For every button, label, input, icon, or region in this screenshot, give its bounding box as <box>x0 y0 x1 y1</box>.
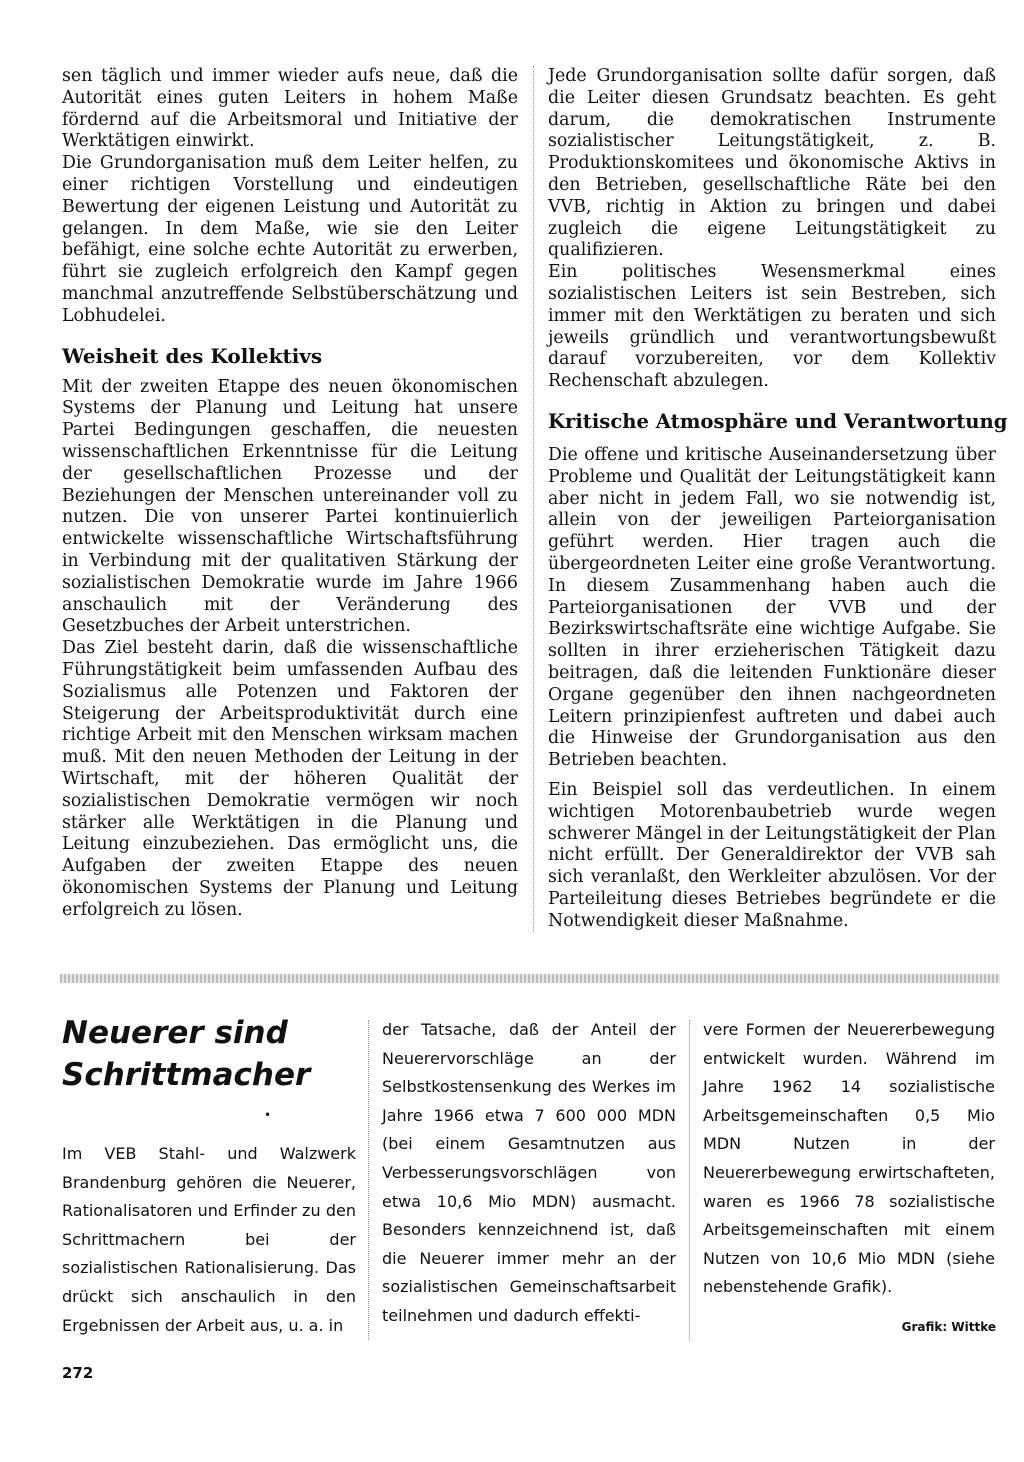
column-divider <box>533 66 534 932</box>
article-left-column <box>62 66 518 921</box>
column-divider <box>689 1020 690 1340</box>
section-heading: Weisheit des Kollektivs <box>62 343 323 368</box>
headline-line: Neuerer sind <box>62 1015 288 1051</box>
article2-column-3 <box>703 1016 995 1302</box>
section-separator-band <box>60 974 1000 983</box>
paragraph: Ein politisches Wesensmerkmal eines sozialistischen Leiters ist sein Bestreben, sich immer mit den Werktätigen zu beraten und sich jeweils gründlich und verantwortungsbewußt darauf vorzubereiten, vor dem Kollektiv Rechenschaft abzulegen. <box>548 262 996 392</box>
paragraph: sen täglich und immer wieder aufs neue, daß die Autorität eines guten Leiters in hohem Maße fördernd auf die Arbeitsmoral und Initiative der Werktätigen einwirkt. <box>62 66 518 152</box>
paragraph: Im VEB Stahl- und Walzwerk Brandenburg gehören die Neuerer, Rationalisatoren und Erfinder zu den Schrittmachern bei der sozialistischen Rationalisierung. Das drückt sich anschaulich in den Ergebnissen der Arbeit aus, u. a. in <box>62 1144 356 1335</box>
paragraph: Jede Grundorganisation sollte dafür sorgen, daß die Leiter diesen Grundsatz beachten. Es geht darum, die demokratischen Instrumente sozialistischer Leitungstätigkeit, z. B. Produktionskomitees und ökonomische Aktivs in den Betrieben, gesellschaftliche Räte bei den VVB, richtig in Aktion zu bringen und dabei zugleich die eigene Leitungstätigkeit zu qualifizieren. <box>548 66 996 261</box>
article-right-column <box>548 66 1008 932</box>
paragraph: vere Formen der Neuererbewegung entwickelt wurden. Während im Jahre 1962 14 sozialistische Arbeitsgemeinschaften 0,5 Mio MDN Nutzen in der Neuererbewegung erwirtschafteten, waren es 1966 78 sozialistische Arbeitsgemeinschaften mit einem Nutzen von 10,6 Mio MDN (siehe nebenstehende Grafik). <box>703 1020 995 1297</box>
paragraph: der Tatsache, daß der Anteil der Neuerervorschläge an der Selbstkostensenkung des Werkes im Jahre 1966 etwa 7 600 000 MDN (bei einem Gesamtnutzen aus Verbesserungsvorschlägen von etwa 10,6 Mio MDN) ausmacht. Besonders kennzeichnend ist, daß die Neuerer immer mehr an der sozialistischen Gemeinschaftsarbeit teilnehmen und dadurch effekti- <box>382 1020 676 1325</box>
article2-column-1 <box>62 1140 356 1340</box>
column-divider <box>368 1020 369 1340</box>
paragraph: Ein Beispiel soll das verdeutlichen. In einem wichtigen Motorenbaubetrieb wurde wegen schwerer Mängel in der Leitungstätigkeit der Plan nicht erfüllt. Der Generaldirektor der VVB sah sich veranlaßt, den Werkleiter abzulösen. Vor der Parteileitung dieses Betriebes begründete er die Notwendigkeit dieser Maßnahme. <box>548 779 996 931</box>
dot-mark: • <box>264 1108 272 1122</box>
section-heading: Kritische Atmosphäre und Verantwortung <box>548 409 1008 433</box>
paragraph: Mit der zweiten Etappe des neuen ökonomischen Systems der Planung und Leitung hat unsere Partei Bedingungen geschaffen, die neuesten wissenschaftlichen Erkenntnisse für die Leitung der gesellschaftlichen Prozesse und der Beziehungen der Menschen untereinander voll zu nutzen. Die von unserer Partei kontinuierlich entwickelte wissenschaftliche Wirtschaftsführung in Verbindung mit der qualitativen Stärkung der sozialistischen Demokratie wurde im Jahre 1966 anschaulich mit der Veränderung des Gesetzbuches der Arbeit unterstrichen. <box>62 376 518 637</box>
paragraph: Die Grundorganisation muß dem Leiter helfen, zu einer richtigen Vorstellung und eindeutigen Bewertung der eigenen Leistung und Autorität zu gelangen. In dem Maße, wie sie den Leiter befähigt, eine solche echte Autorität zu erwerben, führt sie zugleich erfolgreich den Kampf gegen manchmal anzutreffende Selbstüberschätzung und Lobhudelei. <box>62 153 518 326</box>
headline-line: Schrittmacher <box>62 1057 311 1093</box>
paragraph: Das Ziel besteht darin, daß die wissenschaftliche Führungstätigkeit beim umfassenden Aufbau des Sozialismus alle Potenzen und Faktoren der Steigerung der Arbeitsproduktivität durch eine richtige Arbeit mit den Menschen wirksam machen muß. Mit den neuen Methoden der Leitung in der Wirtschaft, mit der höheren Qualität der sozialistischen Demokratie vermögen wir noch stärker alle Werktätigen in die Planung und Leitung einzubeziehen. Das ermöglicht uns, die Aufgaben der zweiten Etappe des neuen ökonomischen Systems der Planung und Leitung erfolgreich zu lösen. <box>62 638 518 920</box>
paragraph: Die offene und kritische Auseinandersetzung über Probleme und Qualität der Leitungstätigkeit kann aber nicht in jedem Fall, wo sie notwendig ist, allein von der jeweiligen Parteiorganisation geführt werden. Hier tragen auch die übergeordneten Leiter eine große Verantwortung. In diesem Zusammenhang haben auch die Parteiorganisationen der VVB und der Bezirkswirtschaftsräte eine wichtige Aufgabe. Sie sollten in ihrer erzieherischen Tätigkeit dazu beitragen, daß die leitenden Funktionäre dieser Organe gegenüber den ihnen nachgeordneten Leitern prinzipienfest auftreten und dabei auch die Hinweise der Grundorganisation aus den Betrieben beachten. <box>548 444 996 771</box>
page-number: 272 <box>62 1364 94 1382</box>
article-headline <box>62 1012 362 1096</box>
graphic-credit: Grafik: Wittke <box>901 1320 996 1334</box>
article2-column-2 <box>382 1016 676 1331</box>
